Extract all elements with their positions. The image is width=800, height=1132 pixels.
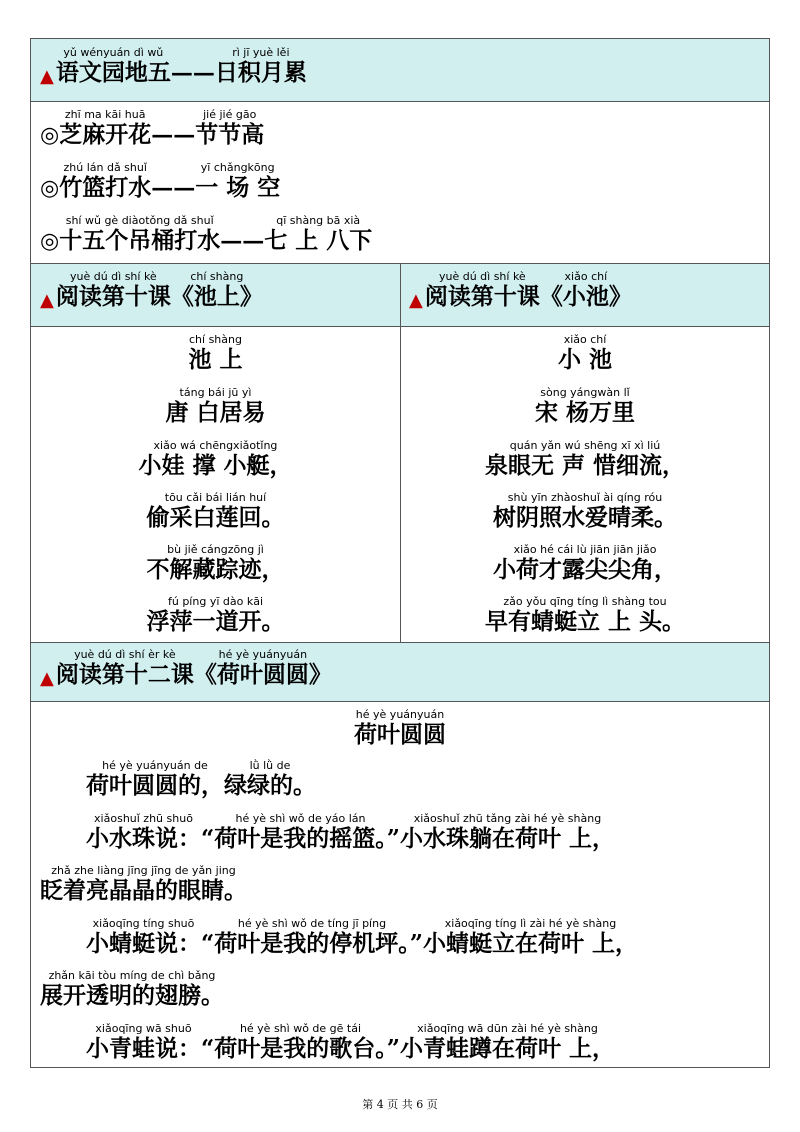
poem-author: sòng yángwàn lǐ 宋 杨万里 [534,386,635,426]
circle-marker-icon: ◎ [40,228,60,254]
poem-line: bù jiě cángzōng jì 不解藏踪迹， [146,543,285,583]
section-title-heyeyuanyuan: ▲ yuè dú dì shí èr kè 阅读第十二课 hé yè yuányuán 《荷叶圆圆》 [40,648,332,689]
story-line: xiǎoshuǐ zhū shuō 小水珠说： hé yè shì wǒ de yáo lán “荷叶是我的摇篮。” xiǎoshuǐ zhū tǎng zài hé yè shàng 小水珠躺在荷叶 上， [86,812,615,852]
triangle-marker-icon: ▲ [40,668,54,689]
section-title-xiaochi: ▲ yuè dú dì shí kè 阅读第十课 xiǎo chí 《小池》 [409,270,632,311]
section-title-ririjilei: ▲ yǔ wényuán dì wǔ 语文园地五 —— rì jī yuè lěi 日积月累 [40,46,307,87]
triangle-marker-icon: ▲ [40,66,54,87]
poem-title: chí shàng 池 上 [188,333,243,373]
page-footer: 第 4 页 共 6 页 [362,1098,438,1111]
story-line: zhǎn kāi tòu míng de chì bǎng 展开透明的翅膀。 [40,969,224,1009]
circle-marker-icon: ◎ [40,122,60,148]
triangle-marker-icon: ▲ [40,290,54,311]
poem-line: shù yīn zhàoshuǐ ài qíng róu 树阴照水爱晴柔。 [493,491,677,531]
section-title-chishang: ▲ yuè dú dì shí kè 阅读第十课 chí shàng 《池上》 [40,270,263,311]
poem-line: zǎo yǒu qīng tíng lì shàng tou 早有蜻蜓立 上 头。 [484,595,685,635]
poem-line: tōu cǎi bái lián huí 偷采白莲回。 [146,491,285,531]
story-title: hé yè yuányuán 荷叶圆圆 [354,708,446,748]
story-line: zhǎ zhe liàng jīng jīng de yǎn jing 眨着亮晶晶的眼睛。 [40,864,247,904]
divider [31,642,769,643]
idiom-item: ◎ shí wǔ gè diàotǒng dǎ shuǐ 十五个吊桶打水 —— qī shàng bā xià 七 上 八下 [40,214,373,254]
story-line: xiǎoqīng wā shuō 小青蛙说： hé yè shì wǒ de gē tái “荷叶是我的歌台。” xiǎoqīng wā dūn zài hé yè shàng 小青蛙蹲在荷叶 上， [86,1022,615,1062]
poem-title: xiǎo chí 小 池 [557,333,612,373]
idiom-item: ◎ zhú lán dǎ shuǐ 竹篮打水 —— yī chǎngkōng 一 场 空 [40,161,281,201]
story-line: hé yè yuányuán de 荷叶圆圆的， lǜ lǜ de 绿绿的。 [86,759,316,799]
idiom-item: ◎ zhī ma kāi huā 芝麻开花 —— jié jié gāo 节节高 [40,108,265,148]
circle-marker-icon: ◎ [40,175,60,201]
poem-line: quán yǎn wú shēng xī xì liú 泉眼无 声 惜细流， [484,439,685,479]
poem-line: xiǎo hé cái lù jiān jiān jiǎo 小荷才露尖尖角， [493,543,677,583]
poem-line: xiǎo wá chēngxiǎotǐng 小娃 撑 小艇， [138,439,293,479]
triangle-marker-icon: ▲ [409,290,423,311]
poem-author: táng bái jū yì 唐 白居易 [165,386,266,426]
poem-line: fú píng yī dào kāi 浮萍一道开。 [146,595,285,635]
story-line: xiǎoqīng tíng shuō 小蜻蜓说： hé yè shì wǒ de tíng jī píng “荷叶是我的停机坪。” xiǎoqīng tíng lì zài hé yè shàng 小蜻蜓立在荷叶 上， [86,917,638,957]
